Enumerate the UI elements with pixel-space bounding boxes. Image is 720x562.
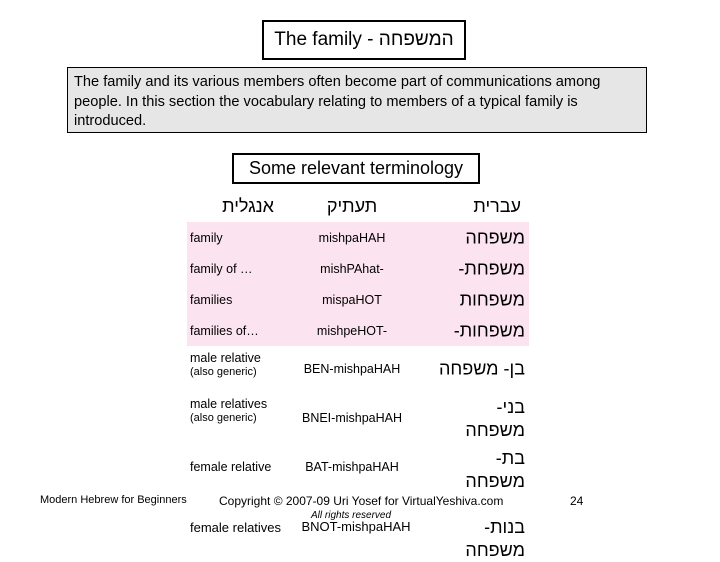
hebrew-term: משפחות (459, 289, 525, 309)
hebrew-term: משפחת- (458, 258, 525, 278)
hebrew-term-block (465, 516, 525, 562)
hebrew-term-line1: בני- (496, 397, 525, 417)
transliteration: mishpeHOT- (316, 323, 388, 338)
hebrew-term-line2: משפחה (465, 540, 525, 560)
intro-text: The family and its various members often become part of communications among people. In this section the vocabulary relating to members of a typical family is introduced. (67, 67, 647, 133)
transliteration: BAT-mishpaHAH (305, 460, 399, 474)
table-row (187, 315, 529, 346)
english-term: families (190, 292, 233, 307)
english-term: family of … (190, 261, 253, 276)
english-note: (also generic) (190, 366, 257, 378)
english-term: female relative (190, 460, 272, 474)
table-row (187, 392, 529, 443)
english-term-block (190, 351, 261, 378)
english-term: families of… (190, 323, 259, 338)
transliteration: mispaHOT (322, 292, 382, 307)
table-row (187, 222, 529, 253)
hebrew-term-line2: משפחה (465, 420, 525, 440)
table-row (187, 253, 529, 284)
hebrew-term: משפחות- (453, 320, 525, 340)
transliteration: BNOT-mishpaHAH (301, 519, 411, 534)
page-title: The family - המשפחה (262, 20, 466, 60)
footer-copyright: Copyright © 2007-09 Uri Yosef for VirtualYeshiva.com (219, 494, 504, 508)
hebrew-term-line2: משפחה (465, 471, 525, 491)
english-term: female relatives (190, 520, 282, 535)
hebrew-term: משפחה (465, 227, 525, 247)
hebrew-term-block (465, 396, 525, 442)
transliteration: mishpaHAH (318, 230, 386, 245)
footer-rights: All rights reserved (311, 510, 392, 521)
header-transliteration: תעתיק (326, 196, 378, 216)
table-row (187, 284, 529, 315)
hebrew-term-line1: בנות- (484, 517, 525, 537)
table-row (187, 443, 529, 491)
english-term: male relatives (190, 397, 268, 411)
header-english: אנגלית (222, 196, 274, 216)
english-note: (also generic) (190, 412, 257, 424)
english-term-block (190, 397, 267, 424)
english-term: family (190, 230, 223, 245)
hebrew-term-line1: בת- (495, 448, 525, 468)
section-subtitle: Some relevant terminology (232, 153, 480, 184)
table-row (187, 346, 529, 392)
english-term: male relative (190, 351, 261, 365)
transliteration: mishPAhat- (320, 261, 384, 276)
page-number: 24 (570, 494, 584, 508)
header-hebrew: עברית (473, 196, 521, 216)
table-header (187, 188, 529, 222)
transliteration: BNEI-mishpaHAH (301, 410, 403, 425)
hebrew-term-block (465, 447, 525, 493)
vocabulary-table (187, 188, 529, 560)
hebrew-term: בן- משפחה (438, 358, 525, 379)
transliteration: BEN-mishpaHAH (303, 362, 401, 376)
footer-course-name: Modern Hebrew for Beginners (40, 494, 187, 506)
